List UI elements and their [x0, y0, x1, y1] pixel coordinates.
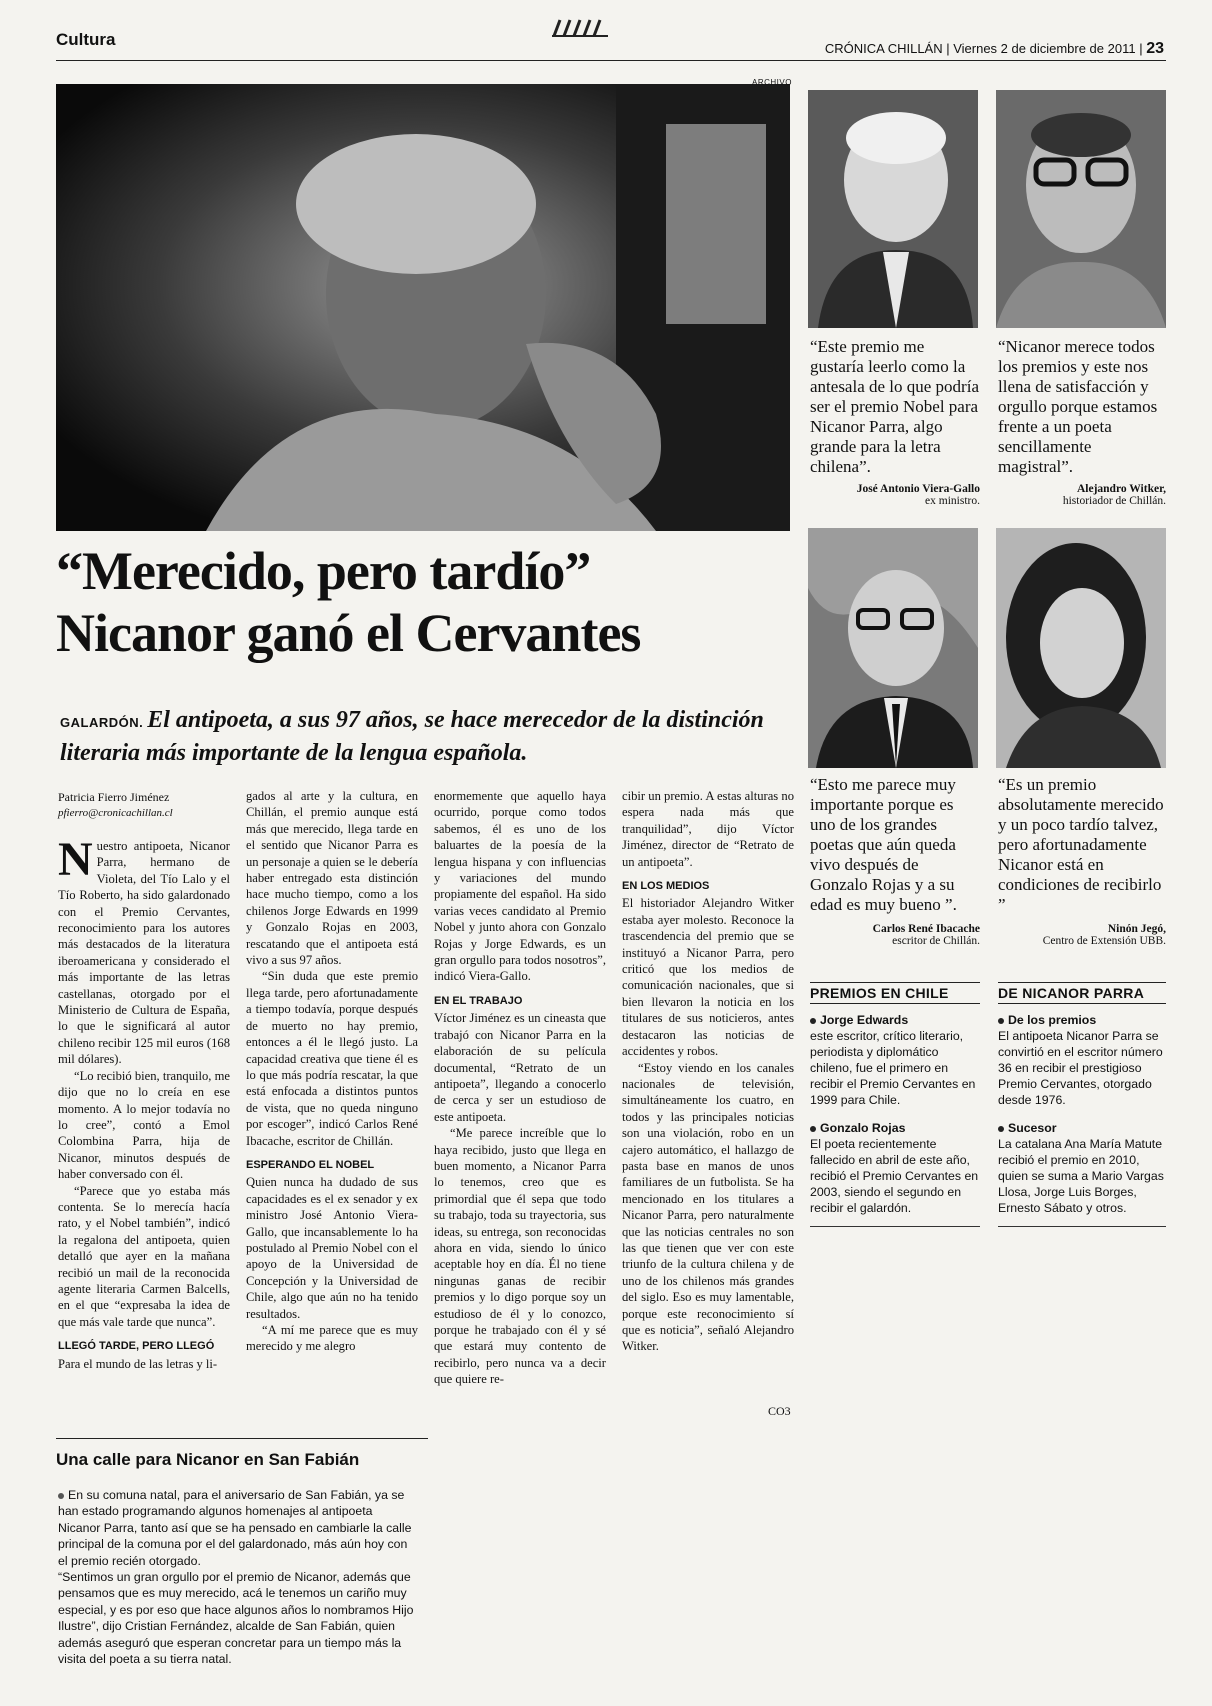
sidebar-title: Una calle para Nicanor en San Fabián: [56, 1450, 360, 1469]
sidebar-top-rule: [56, 1438, 428, 1439]
quote-text: “Este premio me gustaría leerlo como la antesala de lo que podría ser el premio Nobel para Nicanor Parra, algo grande para la letra chilena”.: [810, 337, 979, 476]
issue-date: Viernes 2 de diciembre de 2011: [953, 41, 1136, 56]
box-premios-en-chile: [810, 982, 980, 1227]
box-item-heading: Jorge Edwards: [820, 1013, 909, 1027]
box-item-heading: De los premios: [1008, 1013, 1097, 1027]
sidebar-paragraph: [58, 1487, 418, 1569]
article-paragraph: gados al arte y la cultura, en Chillán, el premio aunque está más que merecido, llega tarde en el sentido que Nicanor Parra es un personaje a quien se le debería haber entregado esta distinción hace mucho tiempo, como a los chilenos Jorge Edwards en 1999 y Gonzalo Rojas en 2003, rescatando que el antipoeta está vivo a sus 97 años.: [246, 789, 418, 968]
paper-name: CRÓNICA CHILLÁN: [824, 41, 943, 56]
bullet-icon: [998, 1018, 1004, 1024]
article-paragraph: “A mí me parece que es muy merecido y me alegro: [246, 1323, 418, 1354]
quote-role: Centro de Extensión UBB.: [1042, 935, 1166, 947]
box-item-heading: Gonzalo Rojas: [820, 1121, 906, 1135]
article-paragraph: Para el mundo de las letras y li-: [58, 1356, 218, 1371]
article-paragraph: Víctor Jiménez es un cineasta que trabajó con Nicanor Parra en la elaboración de su película documental, “Retrato de un antipoeta”, llegando a conocerlo de cerca y ser un estudioso de este antipoeta.: [434, 1011, 606, 1124]
article-column-4: [622, 788, 794, 1355]
portrait-ibacache: [808, 528, 978, 768]
quote-block-4: [998, 775, 1166, 947]
quote-author: José Antonio Viera-Gallo: [856, 483, 980, 495]
subheading: ESPERANDO EL NOBEL: [246, 1158, 375, 1171]
subheading: LLEGÓ TARDE, PERO LLEGÓ: [58, 1340, 215, 1353]
sidebar-paragraph: “Sentimos un gran orgullo por el premio de Nicanor, además que pensamos que es muy merecido, acá le tenemos un cariño muy especial, y es por eso que hace algunos años lo nombramos Hijo Ilustre”, dijo Cristian Fernández, alcalde de San Fabián, quien además aseguró que esperan concretar para un tiempo más la visita del poeta a su tierra natal.: [58, 1570, 414, 1667]
box-item-text: La catalana Ana María Matute recibió el premio en 2010, quien se suma a Mario Vargas Llosa, Jorge Luis Borges, Ernesto Sábato y otros.: [998, 1137, 1164, 1215]
box-body: [810, 1012, 980, 1216]
top-rule: [56, 60, 1166, 61]
quote-role: escritor de Chillán.: [892, 935, 980, 947]
box-item-text: El poeta recientemente fallecido en abril de este año, recibió el Premio Cervantes en 2003, siendo el segundo en recibir el galardón.: [810, 1137, 979, 1215]
box-item-text: este escritor, crítico literario, periodista y diplomático chileno, fue el primero en recibir el Premio Cervantes en 1999 para Chile.: [810, 1029, 976, 1107]
subheading: EN EL TRABAJO: [434, 994, 523, 1007]
kicker-tag: GALARDÓN.: [60, 715, 144, 730]
box-item-text: El antipoeta Nicanor Parra se convirtió en el escritor número 36 en recibir el prestigioso Premio Cervantes, otorgado desde 1976.: [998, 1029, 1163, 1107]
box-de-nicanor-parra: [998, 982, 1166, 1227]
headline-line-1: “Merecido, pero tardío”: [56, 541, 591, 601]
quote-block-2: [998, 337, 1166, 507]
newspaper-logo: [550, 14, 614, 40]
quote-author: Carlos René Ibacache: [872, 923, 980, 935]
byline-email: pfierro@cronicachillan.cl: [58, 807, 173, 819]
article-column-2: [246, 788, 418, 1355]
article-paragraph: “Lo recibió bien, tranquilo, me dijo que no lo creía en ese momento. A lo mejor todavía no lo cree”, contó a Emol Colombina Parra, hija de Nicanor, minutos después de haber conversado con él.: [58, 1068, 230, 1182]
article-paragraph: “Estoy viendo en los canales nacionales de televisión, simultáneamente los cuatro, en todos y las principales noticias son una violación, robo en un cajero automático, el hallazgo de pasta base en manos de unos familiares de un futbolista. Se ha mencionado en los titulares a Nicanor Parra, pero naturalmente que las noticias centrales no son las que tienen que ver con este triunfo de la cultura chilena y de uno de los chilenos más grandes del siglo. Eso es muy lamentable, porque este reconocimiento sí que es noticia”, señaló Alejandro Witker.: [622, 1060, 794, 1354]
bullet-icon: [58, 1493, 64, 1499]
bullet-icon: [810, 1126, 816, 1132]
article-paragraph: Quien nunca ha dudado de sus capacidades es el ex senador y ex ministro José Antonio Viera-Gallo, que incansablemente lo ha postulado al Premio Nobel con el apoyo de la Universidad de Concepción y la Universidad de Chile, algo que aún no ha tenido resultados.: [246, 1175, 418, 1321]
masthead-info: CRÓNICA CHILLÁN | Viernes 2 de diciembre de 2011 | 23: [824, 40, 1164, 57]
article-paragraph: cibir un premio. A estas alturas no espera nada más que tranquilidad”, dijo Víctor Jiménez, director de “Retrato de un antipoeta”.: [622, 789, 794, 869]
quote-text: “Es un premio absolutamente merecido y un poco tardío talvez, pero afortunadamente Nicanor está en condiciones de recibirlo ”: [998, 775, 1164, 914]
portrait-viera-gallo: [808, 90, 978, 328]
article-paragraph: “Sin duda que este premio llega tarde, pero afortunadamente a tiempo todavía, porque después de muerto no hay premio, entonces a él le llegó justo. La capacidad creativa que tiene él es lo que más podría rescatar, la que está enfocada a distintos puntos de vista, que no queda ninguno por escoger”, indicó Carlos René Ibacache, escritor de Chillán.: [246, 969, 418, 1148]
portrait-witker: [996, 90, 1166, 328]
sidebar-body: [58, 1487, 418, 1667]
bullet-icon: [998, 1126, 1004, 1132]
quote-role: historiador de Chillán.: [1062, 495, 1166, 507]
quote-author: Alejandro Witker,: [1076, 483, 1166, 495]
kicker-text: El antipoeta, a sus 97 años, se hace merecedor de la distinción literaria más importante de la lengua española.: [60, 707, 764, 766]
article-paragraph: “Me parece increíble que lo haya recibido, justo que llega en buen momento, a Nicanor Parra lo tenemos, creo que es primordial que él sepa que todo su trabajo, toda su trayectoria, sus ideas, su entrega, son reconocidas ahora en vida, siendo lo único aceptable hoy en día. Él no tiene ningunas ganas de recibir premios y lo digo porque soy un estudioso de él y lo conozco, porque he trabajado con él y sé que estará muy contento de recibirlo, pero nunca va a decir que quiere re-: [434, 1126, 606, 1387]
box-body: [998, 1012, 1166, 1216]
portrait-jego: [996, 528, 1166, 768]
bullet-icon: [810, 1018, 816, 1024]
paragraph-text: En su comuna natal, para el aniversario de San Fabián, ya se han estado programando algunos homenajes al antipoeta Nicanor Parra, tanto así que se ha pensado en cambiarle la calle principal de la comuna por el del galardonado, más aún hoy con el premio recién otorgado.: [58, 1488, 412, 1568]
drop-cap: N: [58, 833, 93, 886]
headline-line-2: Nicanor ganó el Cervantes: [56, 603, 641, 663]
paragraph-text: uestro antipoeta, Nicanor Parra, hermano de Violeta, del Tío Lalo y el Tío Roberto, ha sido galardonado con el Premio Cervantes, reconocimiento para los autores más destacados de la literatura iberoamericana y considerado el más importante de las letras castellanas, otorgado por el Ministerio de Cultura de España, lo que le significará al autor chileno recibir 125 mil euros (168 mil dólares).: [58, 839, 230, 1067]
article-column-3: [434, 788, 606, 1388]
quote-text: “Nicanor merece todos los premios y este nos llena de satisfacción y orgullo porque estamos frente a un poeta sencillamente magistral”.: [998, 337, 1158, 476]
byline-author: Patricia Fierro Jiménez: [58, 790, 170, 804]
subheading: EN LOS MEDIOS: [622, 880, 710, 893]
article-paragraph: “Parece que yo estaba más contenta. Se lo merecía hacía rato, y el Nobel también”, indicó la regalona del antipoeta, quien detalló que ayer en la mañana recibió un mail de la reconocida agente literaria Carmen Balcells, en el que “expresaba la idea de que más vale tarde que nunca”.: [58, 1183, 230, 1329]
quote-block-1: [810, 337, 980, 507]
box-title: PREMIOS EN CHILE: [810, 982, 980, 1004]
quote-block-3: [810, 775, 980, 947]
article-column-1: [58, 833, 230, 1372]
quote-author: Ninón Jegó,: [1107, 923, 1166, 935]
article-paragraph: [58, 833, 230, 1068]
quote-role: ex ministro.: [925, 495, 980, 507]
article-paragraph: El historiador Alejandro Witker estaba ayer molesto. Reconoce la trascendencia del premio que se instituyó a Nicanor Parra, pero criticó que los medios de comunicación nacionales, que si bien llevaron la noticia en los titulares de sus noticieros, antes destacaron las noticias de accidentes y robos.: [622, 896, 794, 1059]
box-item-heading: Sucesor: [1008, 1121, 1057, 1135]
box-bottom-rule: [998, 1226, 1166, 1227]
section-label: Cultura: [56, 30, 116, 49]
page-number: 23: [1146, 40, 1164, 57]
end-mark: CO3: [768, 1404, 791, 1418]
box-bottom-rule: [810, 1226, 980, 1227]
main-photo: [56, 84, 790, 531]
kicker: [60, 705, 770, 768]
article-paragraph: enormemente que aquello haya ocurrido, porque como todos sabemos, él es uno de los baluartes de la poesía de la lengua hispana y con influencias y variaciones del mundo propiamente del español. Ha sido varias veces candidato al Premio Nobel y junto ahora con Gonzalo Rojas y Jorge Edwards, es un gran orgullo para todos nosotros”, indicó Viera-Gallo.: [434, 789, 606, 984]
photo-credit: ARCHIVO: [752, 78, 792, 87]
quote-text: “Esto me parece muy importante porque es uno de los grandes poetas que aún queda vivo después de Gonzalo Rojas y a su edad es muy bueno ”.: [810, 775, 957, 914]
headline: [56, 540, 816, 664]
box-title: DE NICANOR PARRA: [998, 982, 1166, 1004]
